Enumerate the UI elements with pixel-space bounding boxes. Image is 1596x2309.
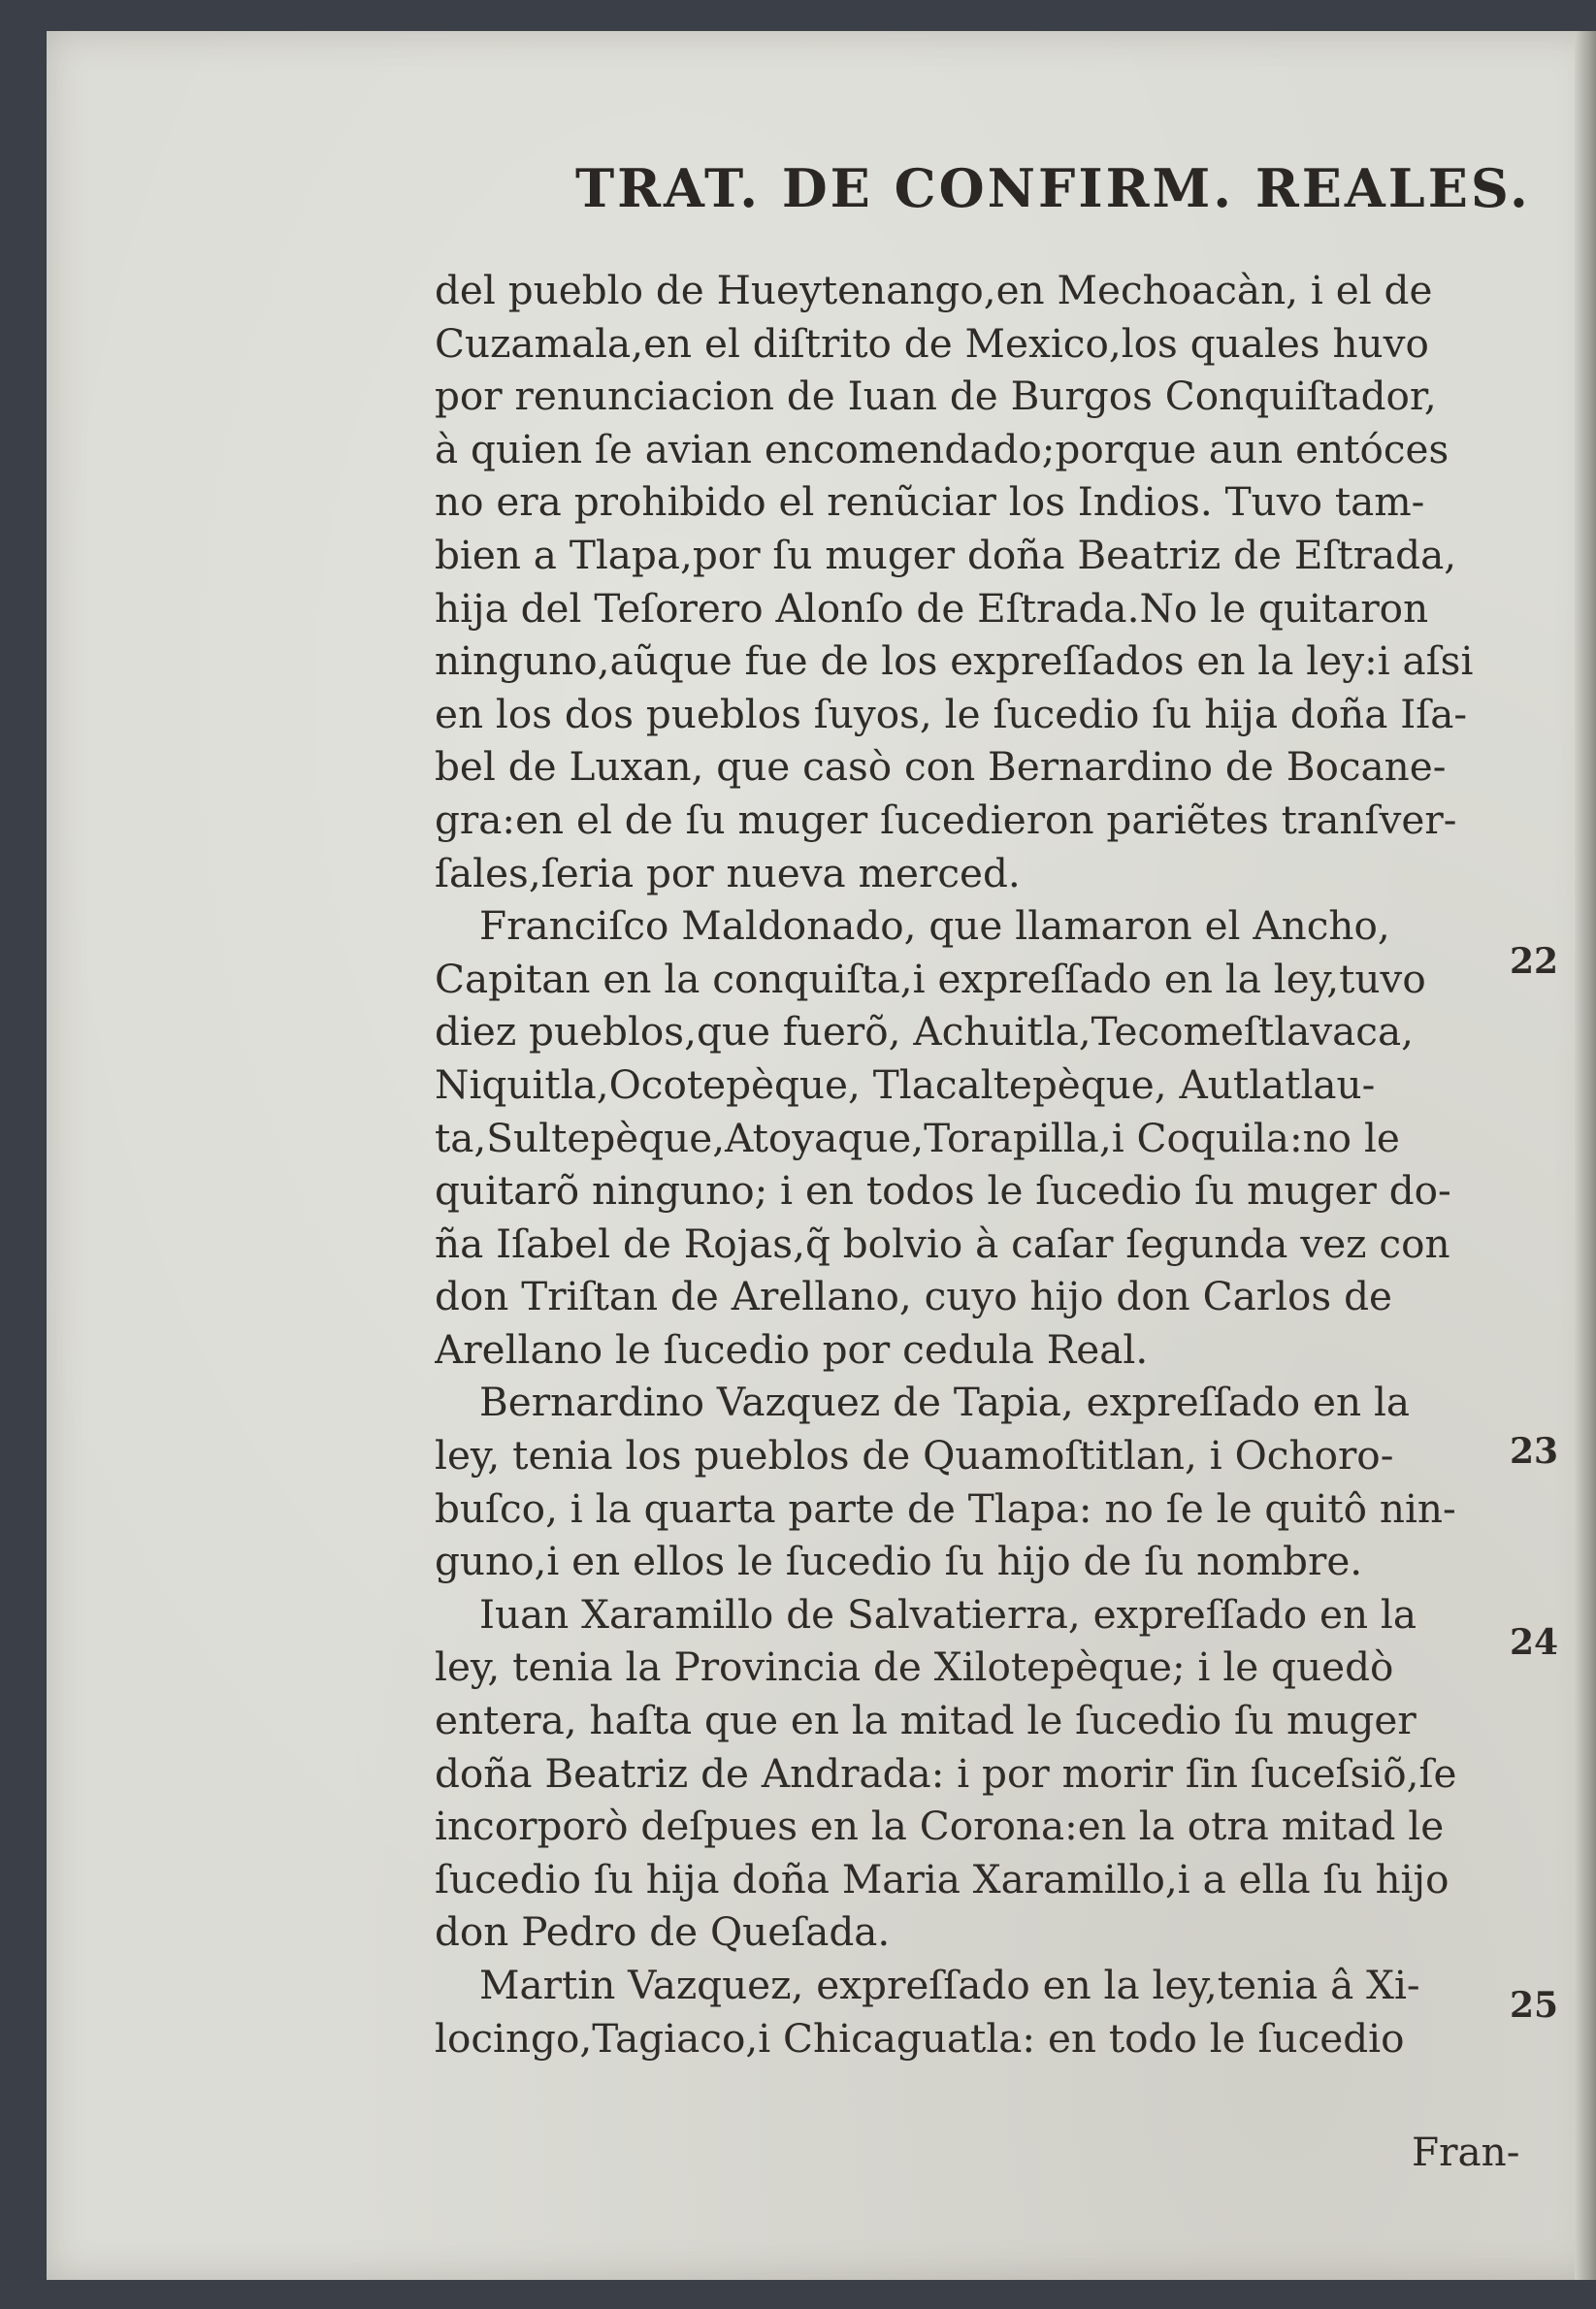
text-line: ña Iſabel de Rojas,q̃ bolvio à caſar ſegunda vez con [435, 1220, 1450, 1267]
margin-number: 22 [1510, 941, 1559, 982]
margin-number: 25 [1510, 1985, 1559, 2026]
text-line: entera, haſta que en la mitad le ſucedio ſu muger [435, 1697, 1417, 1744]
text-line: ley, tenia la Provincia de Xilotepèque; i le quedò [435, 1643, 1394, 1691]
text-line: locingo,Tagiaco,i Chicaguatla: en todo le ſucedio [435, 2014, 1405, 2062]
text-line: Cuzamala,en el diſtrito de Mexico,los quales huvo [435, 319, 1429, 367]
text-line: del pueblo de Hueytenango,en Mechoacàn, i el de [435, 267, 1433, 313]
text-line: ſucedio ſu hija doña Maria Xaramillo,i a ella ſu hijo [435, 1855, 1449, 1902]
text-line: guno,i en ellos le ſucedio ſu hijo de ſu nombre. [435, 1538, 1363, 1585]
text-line: don Pedro de Queſada. [435, 1908, 891, 1956]
text-line: Niquitla,Ocotepèque, Tlacaltepèque, Autlatlau- [435, 1060, 1376, 1108]
text-line: ta,Sultepèque,Atoyaque,Torapilla,i Coquila:no le [435, 1114, 1400, 1161]
text-line: doña Beatriz de Andrada: i por morir ſin ſuceſsiõ,ſe [435, 1749, 1457, 1797]
text-line: Capitan en la conquiſta,i expreſſado en la ley,tuvo [435, 955, 1426, 1002]
paragraph-start-line: Iuan Xaramillo de Salvatierra, expreſſado en la [479, 1590, 1417, 1638]
catchword: Fran- [1412, 2129, 1520, 2175]
text-line: gra:en el de ſu muger ſucedieron pariẽtes tranſver- [435, 796, 1457, 843]
text-line: no era prohibido el renũciar los Indios. Tuvo tam- [435, 478, 1425, 526]
page-spine-edge [1575, 31, 1596, 2280]
book-page [47, 31, 1596, 2280]
paragraph-start-line: Franciſco Maldonado, que llamaron el Ancho, [479, 902, 1390, 950]
text-line: buſco, i la quarta parte de Tlapa: no ſe le quitô nin- [435, 1484, 1456, 1532]
text-line: incorporò deſpues en la Corona:en la otra mitad le [435, 1803, 1445, 1850]
text-line: Arellano le ſucedio por cedula Real. [435, 1325, 1149, 1373]
paragraph-start-line: Bernardino Vazquez de Tapia, expreſſado en la [479, 1379, 1411, 1426]
text-line: por renunciacion de Iuan de Burgos Conquiſtador, [435, 373, 1437, 420]
text-line: ninguno,aũque fue de los expreſſados en la ley:i aſsi [435, 637, 1474, 685]
margin-number: 24 [1510, 1622, 1559, 1663]
page-title: TRAT. DE CONFIRM. REALES. [575, 157, 1531, 219]
text-line: diez pueblos,que fuerõ, Achuitla,Tecomeſtlavaca, [435, 1008, 1414, 1056]
text-line: ley, tenia los pueblos de Quamoſtitlan, i Ochoro- [435, 1432, 1394, 1480]
paragraph-start-line: Martin Vazquez, expreſſado en la ley,tenia â Xi- [479, 1962, 1420, 2008]
text-line: don Triſtan de Arellano, cuyo hijo don Carlos de [435, 1273, 1392, 1320]
text-line: hija del Teſorero Alonſo de Eſtrada.No le quitaron [435, 584, 1429, 632]
margin-number: 23 [1510, 1431, 1559, 1472]
text-line: quitarõ ninguno; i en todos le ſucedio ſu muger do- [435, 1167, 1451, 1215]
text-line: en los dos pueblos ſuyos, le ſucedio ſu hija doña Iſa- [435, 690, 1468, 737]
text-line: bien a Tlapa,por ſu muger doña Beatriz de Eſtrada, [435, 531, 1457, 578]
text-line: bel de Luxan, que casò con Bernardino de Bocane- [435, 743, 1447, 791]
text-line: ſales,ſeria por nueva merced. [435, 849, 1021, 896]
text-line: à quien ſe avian encomendado;porque aun entóces [435, 425, 1449, 472]
text-block [435, 264, 1550, 2065]
